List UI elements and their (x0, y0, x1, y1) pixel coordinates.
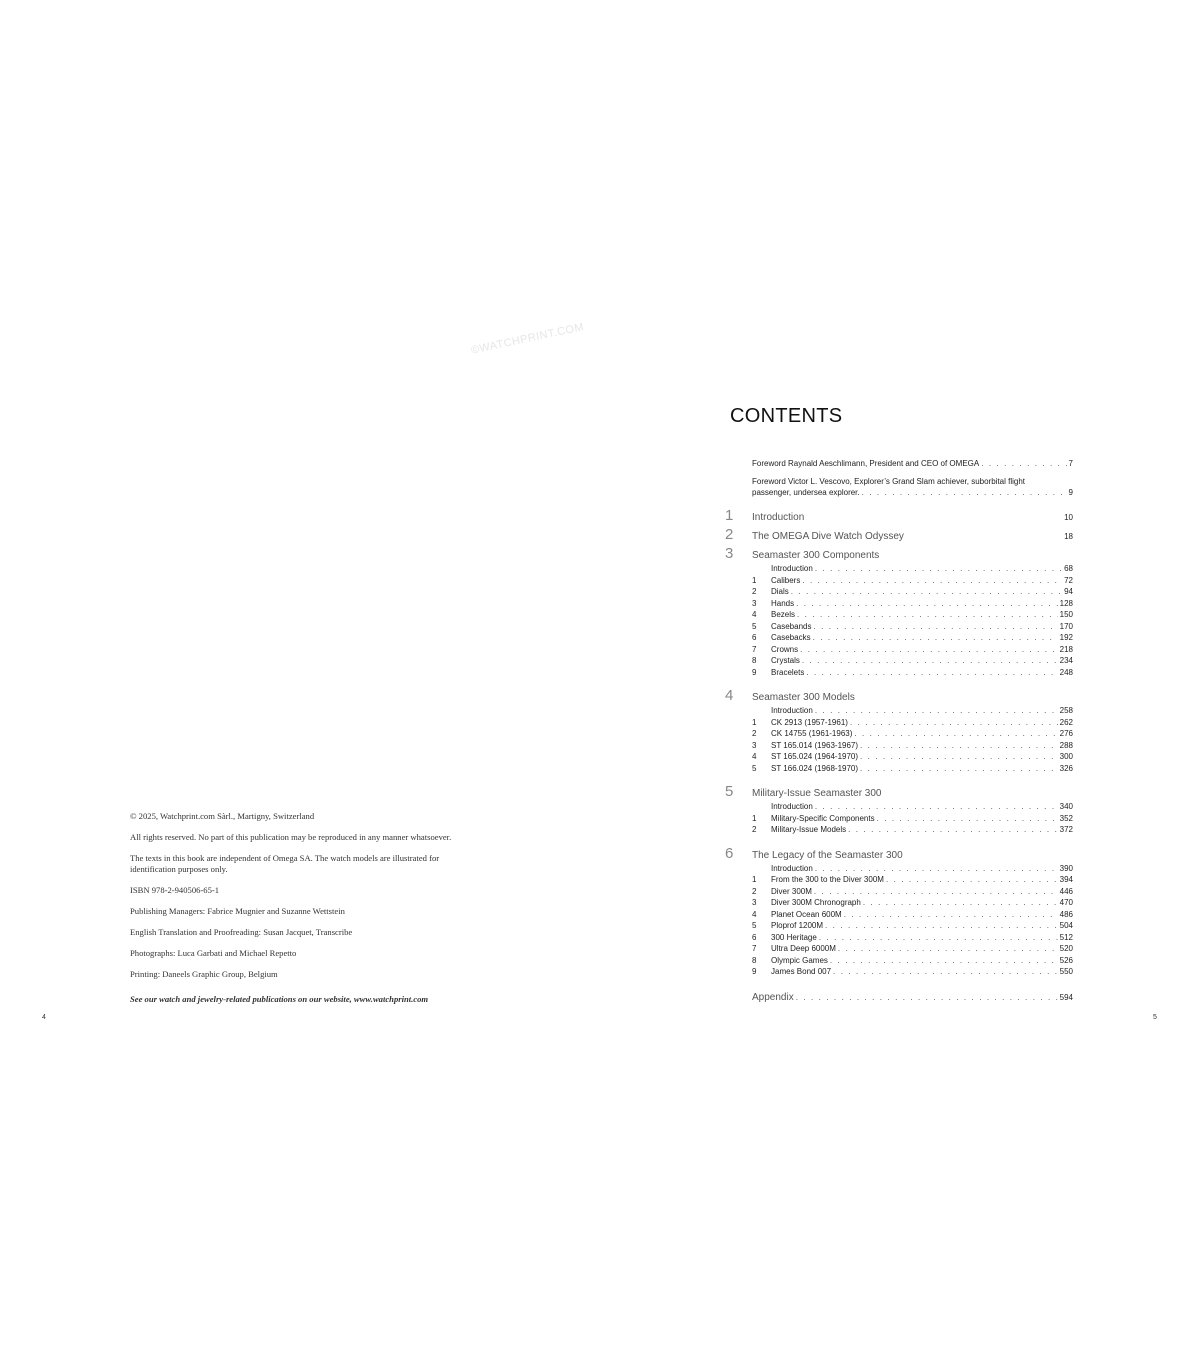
leader-dots (860, 740, 1058, 752)
item-number: 9 (752, 667, 757, 677)
photographs-line: Photographs: Luca Garbati and Michael Repetto (130, 948, 297, 958)
item-number: 5 (752, 763, 757, 773)
leader-dots (815, 863, 1058, 875)
item-page: 486 (1059, 909, 1073, 919)
list-item (752, 932, 1073, 944)
foreword-title-line1: Foreword Victor L. Vescovo, Explorer’s Grand Slam achiever, suborbital flight (752, 477, 1026, 486)
foreword-entry (752, 458, 1073, 469)
item-title: Introduction (771, 706, 813, 715)
chapter-3-items (725, 563, 1073, 678)
leader-dots (815, 801, 1058, 813)
item-page: 504 (1059, 921, 1073, 930)
item-title: Introduction (771, 863, 813, 873)
list-item (752, 705, 1073, 717)
list-item (752, 621, 1073, 633)
leader-dots (860, 763, 1058, 775)
item-title: Olympic Games (771, 955, 828, 965)
leader-dots (877, 813, 1058, 825)
list-item (752, 966, 1073, 978)
foreword-title: Foreword Raynald Aeschlimann, President and CEO of OMEGA (752, 459, 980, 468)
chapter-title: Seamaster 300 Components (752, 550, 880, 561)
item-page: 372 (1059, 825, 1073, 834)
item-title: Dials (771, 587, 789, 596)
item-page: 258 (1059, 706, 1073, 715)
item-title: Hands (771, 598, 795, 608)
appendix-entry (725, 992, 1073, 1003)
item-page: 94 (1064, 587, 1073, 596)
chapter-title: The OMEGA Dive Watch Odyssey (752, 531, 904, 542)
item-page: 352 (1059, 813, 1073, 823)
chapter-page: 18 (1064, 532, 1073, 541)
right-page-number: 5 (1153, 1014, 1157, 1021)
list-item (752, 740, 1073, 752)
item-page: 520 (1059, 944, 1073, 953)
chapter-title: Seamaster 300 Models (752, 692, 855, 703)
item-number: 2 (752, 729, 757, 738)
disclaimer-line: The texts in this book are independent of Omega SA. The watch models are illustrated for identification purposes only. (130, 853, 440, 874)
item-page: 72 (1064, 575, 1073, 585)
item-number: 2 (752, 587, 757, 596)
list-item (752, 874, 1073, 886)
list-item (752, 897, 1073, 909)
item-title: CK 2913 (1957-1961) (771, 717, 848, 727)
list-item (752, 801, 1073, 813)
chapter-title: Military-Issue Seamaster 300 (752, 788, 882, 799)
chapter-title: The Legacy of the Seamaster 300 (752, 849, 903, 861)
item-page: 192 (1059, 633, 1073, 642)
chapter-number: 5 (725, 783, 734, 800)
item-title: ST 165.024 (1964-1970) (771, 752, 859, 761)
chapter-number: 1 (725, 507, 734, 524)
leader-dots (806, 667, 1057, 679)
item-page: 234 (1059, 656, 1073, 665)
leader-dots (854, 728, 1057, 740)
item-title: Diver 300M (771, 886, 812, 896)
copyright-line: © 2025, Watchprint.com Sàrl., Martigny, Switzerland (130, 811, 315, 821)
item-number: 8 (752, 656, 757, 665)
translation-line: English Translation and Proofreading: Susan Jacquet, Transcribe (130, 927, 353, 937)
leader-dots (886, 874, 1058, 886)
item-number: 4 (752, 909, 757, 919)
leader-dots (797, 609, 1058, 621)
list-item (752, 920, 1073, 932)
leader-dots (813, 621, 1057, 633)
item-page: 470 (1059, 898, 1073, 907)
item-title: Bezels (771, 610, 796, 619)
list-item (752, 655, 1073, 667)
list-item (752, 598, 1073, 610)
leader-dots (825, 920, 1058, 932)
item-page: 512 (1059, 932, 1073, 942)
list-item (752, 717, 1073, 729)
chapter-5-items (725, 801, 1073, 836)
isbn-line: ISBN 978-2-940506-65-1 (130, 885, 220, 895)
item-number: 4 (752, 610, 757, 619)
leader-dots (838, 943, 1058, 955)
leader-dots (860, 751, 1058, 763)
list-item (752, 863, 1073, 875)
item-number: 7 (752, 644, 757, 654)
leader-dots (981, 458, 1066, 469)
item-number: 1 (752, 875, 757, 884)
leader-dots (813, 632, 1058, 644)
list-item (752, 586, 1073, 598)
chapter-6-items (725, 863, 1073, 978)
appendix-page: 594 (1059, 992, 1073, 1002)
item-title: Military-Specific Components (771, 813, 875, 823)
item-title: Ploprof 1200M (771, 921, 824, 930)
leader-dots (833, 966, 1058, 978)
item-page: 326 (1059, 763, 1073, 773)
item-page: 276 (1059, 729, 1073, 738)
item-page: 340 (1059, 802, 1073, 811)
leader-dots (796, 993, 1058, 1002)
publishing-managers-line: Publishing Managers: Fabrice Mugnier and Suzanne Wettstein (130, 906, 345, 916)
list-item (752, 763, 1073, 775)
item-number: 3 (752, 598, 757, 608)
item-number: 1 (752, 813, 757, 823)
item-page: 170 (1059, 621, 1073, 631)
leader-dots (791, 586, 1062, 598)
item-page: 394 (1059, 875, 1073, 884)
item-number: 4 (752, 752, 757, 761)
leader-dots (796, 598, 1058, 610)
item-title: 300 Heritage (771, 932, 817, 942)
item-page: 128 (1059, 598, 1073, 608)
item-number: 3 (752, 898, 757, 907)
item-number: 5 (752, 921, 757, 930)
item-title: Military-Issue Models (771, 825, 847, 834)
leader-dots (814, 886, 1058, 898)
chapter-number: 6 (725, 844, 734, 862)
foreword-page: 9 (1068, 488, 1073, 497)
chapter-number: 4 (725, 687, 734, 704)
foreword-page: 7 (1068, 459, 1073, 468)
chapter-entry (725, 782, 1073, 801)
item-number: 5 (752, 621, 757, 631)
item-title: Casebacks (771, 633, 811, 642)
item-title: Calibers (771, 575, 801, 585)
chapter-title: Introduction (752, 512, 805, 523)
leader-dots (800, 644, 1058, 656)
item-title: From the 300 to the Diver 300M (771, 875, 884, 884)
item-title: Casebands (771, 621, 812, 631)
rights-line: All rights reserved. No part of this publication may be reproduced in any manner whatsoever. (130, 832, 452, 842)
item-page: 550 (1059, 967, 1073, 976)
chapter-entry (725, 544, 1073, 563)
item-number: 9 (752, 967, 757, 976)
item-title: Introduction (771, 564, 813, 573)
item-title: Crystals (771, 656, 800, 665)
list-item (752, 609, 1073, 621)
list-item (752, 575, 1073, 587)
appendix-title: Appendix (752, 991, 794, 1003)
leader-dots (850, 717, 1058, 729)
chapter-number: 2 (725, 526, 734, 543)
item-title: ST 165.014 (1963-1967) (771, 740, 859, 750)
imprint-block (130, 811, 475, 1005)
item-number: 2 (752, 886, 757, 896)
list-item (752, 632, 1073, 644)
chapter-entry (725, 506, 1073, 525)
list-item (752, 563, 1073, 575)
leader-dots (862, 487, 1067, 498)
website-line: See our watch and jewelry-related publications on our website, www.watchprint.com (130, 994, 429, 1004)
item-title: Planet Ocean 600M (771, 909, 842, 919)
list-item (752, 955, 1073, 967)
item-number: 1 (752, 575, 757, 585)
item-number: 6 (752, 932, 757, 942)
chapter-entry (725, 686, 1073, 705)
watermark: ©WATCHPRINT.COM (470, 321, 586, 357)
chapter-entry (725, 844, 1073, 863)
item-page: 288 (1059, 740, 1073, 750)
list-item (752, 751, 1073, 763)
list-item (752, 667, 1073, 679)
leader-dots (802, 575, 1062, 587)
item-page: 248 (1059, 667, 1073, 677)
item-number: 1 (752, 717, 757, 727)
item-title: CK 14755 (1961-1963) (771, 729, 853, 738)
item-title: ST 166.024 (1968-1970) (771, 763, 859, 773)
item-page: 446 (1059, 886, 1073, 896)
item-title: Ultra Deep 6000M (771, 944, 836, 953)
item-page: 300 (1059, 752, 1073, 761)
leader-dots (815, 705, 1058, 717)
item-title: Crowns (771, 644, 799, 654)
chapter-number: 3 (725, 545, 734, 562)
item-title: James Bond 007 (771, 967, 832, 976)
contents-title: CONTENTS (730, 405, 843, 427)
leader-dots (863, 897, 1058, 909)
printing-line: Printing: Daneels Graphic Group, Belgium (130, 969, 278, 979)
item-number: 6 (752, 633, 757, 642)
list-item (752, 909, 1073, 921)
item-page: 526 (1059, 955, 1073, 965)
left-page-number: 4 (42, 1014, 46, 1021)
item-title: Bracelets (771, 667, 805, 677)
item-page: 68 (1064, 564, 1073, 573)
table-of-contents (725, 458, 1073, 1003)
item-page: 390 (1059, 863, 1073, 873)
leader-dots (848, 824, 1058, 836)
leader-dots (819, 932, 1058, 944)
item-number: 2 (752, 825, 757, 834)
item-number: 3 (752, 740, 757, 750)
item-number: 8 (752, 955, 757, 965)
list-item (752, 644, 1073, 656)
list-item (752, 886, 1073, 898)
item-page: 262 (1059, 717, 1073, 727)
chapter-page: 10 (1064, 513, 1073, 522)
item-title: Diver 300M Chronograph (771, 898, 861, 907)
list-item (752, 813, 1073, 825)
leader-dots (830, 955, 1058, 967)
list-item (752, 728, 1073, 740)
item-title: Introduction (771, 802, 813, 811)
list-item (752, 824, 1073, 836)
foreword-entry (752, 476, 1073, 498)
list-item (752, 943, 1073, 955)
item-number: 7 (752, 944, 757, 953)
item-page: 150 (1059, 610, 1073, 619)
item-page: 218 (1059, 644, 1073, 654)
foreword-title-line2: passenger, undersea explorer. (752, 488, 860, 497)
leader-dots (802, 655, 1058, 667)
leader-dots (815, 563, 1062, 575)
chapter-4-items (725, 705, 1073, 774)
leader-dots (844, 909, 1058, 921)
chapter-entry (725, 525, 1073, 544)
